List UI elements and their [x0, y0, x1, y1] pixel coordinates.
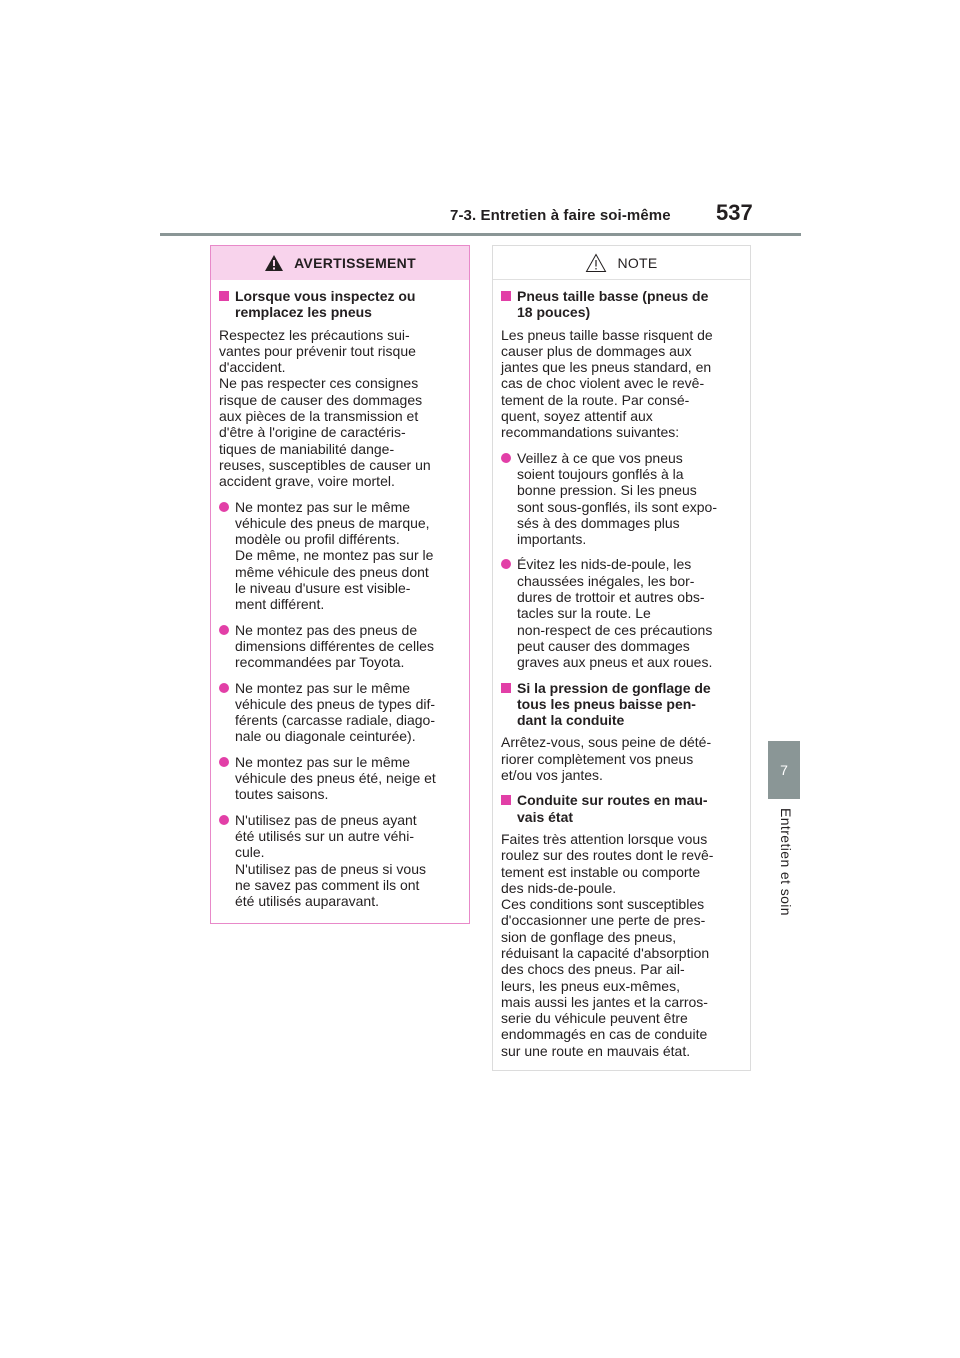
square-bullet-icon — [501, 795, 511, 805]
warning-box — [210, 245, 470, 924]
note-box — [492, 245, 751, 1071]
warning-section-title: Lorsque vous inspectez ou remplacez les pneus — [219, 288, 461, 321]
warning-bullet: Ne montez pas sur le même véhicule des pneus de marque, modèle ou profil différents. De même, ne montez pas sur le même véhicule des pneus dont le niveau d'usure est visible- ment différent. — [219, 499, 461, 613]
note-text: Les pneus taille basse risquent de causer plus de dommages aux jantes que les pneus standard, en cas de choc violent avec le revê- tement de la route. Par consé- quent, soyez attentif aux recommandations suivantes: — [501, 326, 713, 441]
round-bullet-icon — [219, 815, 229, 825]
note-section-title: Conduite sur routes en mau- vais état — [501, 792, 742, 825]
round-bullet-icon — [501, 453, 511, 463]
round-bullet-icon — [219, 502, 229, 512]
square-bullet-icon — [219, 291, 229, 301]
note-text: Faites très attention lorsque vous roulez sur des routes dont le revê- tement est instable ou comporte des nids-de-poule. Ces conditions sont susceptibles d'occasionner une perte de pres- sion de gonflage des pneus, réduisant la capacité d'absorption des chocs des pneus. Par ail- leurs, les pneus eux-mêmes, mais aussi les jantes et la carros- serie du véhicule peuvent être endommagés en cas de conduite sur une route en mauvais état. — [501, 830, 714, 1059]
round-bullet-icon — [219, 625, 229, 635]
round-bullet-icon — [219, 757, 229, 767]
round-bullet-icon — [501, 559, 511, 569]
note-text: Arrêtez-vous, sous peine de dété- riorer complètement vos pneus et/ou vos jantes. — [501, 734, 712, 784]
note-title: NOTE — [617, 254, 658, 271]
warning-triangle-icon — [264, 254, 284, 272]
warning-bullet: Ne montez pas des pneus de dimensions différentes de celles recommandées par Toyota. — [219, 622, 461, 671]
chapter-tab: 7 — [768, 741, 800, 799]
warning-bullet: Ne montez pas sur le même véhicule des pneus été, neige et toutes saisons. — [219, 754, 461, 803]
note-bullet: Évitez les nids-de-poule, les chaussées inégales, les bor- dures de trottoir et autres obs- tacles sur la route. Le non-respect de ces précautions peut causer des dommages graves aux pneus et aux roues. — [501, 556, 742, 670]
warning-intro: Respectez les précautions sui- vantes pour prévenir tout risque d'accident. Ne pas respecter ces consignes risque de causer des dommages aux pièces de la transmission et d'être à l'origine de caractéris- tiques de maniabilité dange- reuses, susceptibles de causer un accident grave, voire mortel. — [219, 326, 431, 490]
section-title: 7-3. Entretien à faire soi-même — [450, 207, 671, 224]
note-bullet: Veillez à ce que vos pneus soient toujours gonflés à la bonne pression. Si les pneus sont sous-gonflés, ils sont expo- sés à des dommages plus importants. — [501, 450, 742, 548]
square-bullet-icon — [501, 291, 511, 301]
warning-bullet: Ne montez pas sur le même véhicule des pneus de types dif- férents (carcasse radiale, diago- nale ou diagonale ceinturée). — [219, 680, 461, 745]
caution-triangle-icon — [585, 253, 607, 273]
note-section-title: Si la pression de gonflage de tous les pneus baisse pen- dant la conduite — [501, 680, 742, 729]
warning-header — [211, 246, 469, 280]
round-bullet-icon — [219, 683, 229, 693]
page-number: 537 — [716, 200, 753, 225]
warning-title: AVERTISSEMENT — [294, 255, 416, 271]
square-bullet-icon — [501, 683, 511, 693]
chapter-label: Entretien et soin — [778, 808, 794, 916]
warning-bullet: N'utilisez pas de pneus ayant été utilisés sur un autre véhi- cule. N'utilisez pas de pneus si vous ne savez pas comment ils ont été utilisés auparavant. — [219, 812, 461, 910]
note-section-title: Pneus taille basse (pneus de 18 pouces) — [501, 288, 742, 321]
note-header — [493, 246, 750, 280]
header-divider — [160, 233, 801, 236]
